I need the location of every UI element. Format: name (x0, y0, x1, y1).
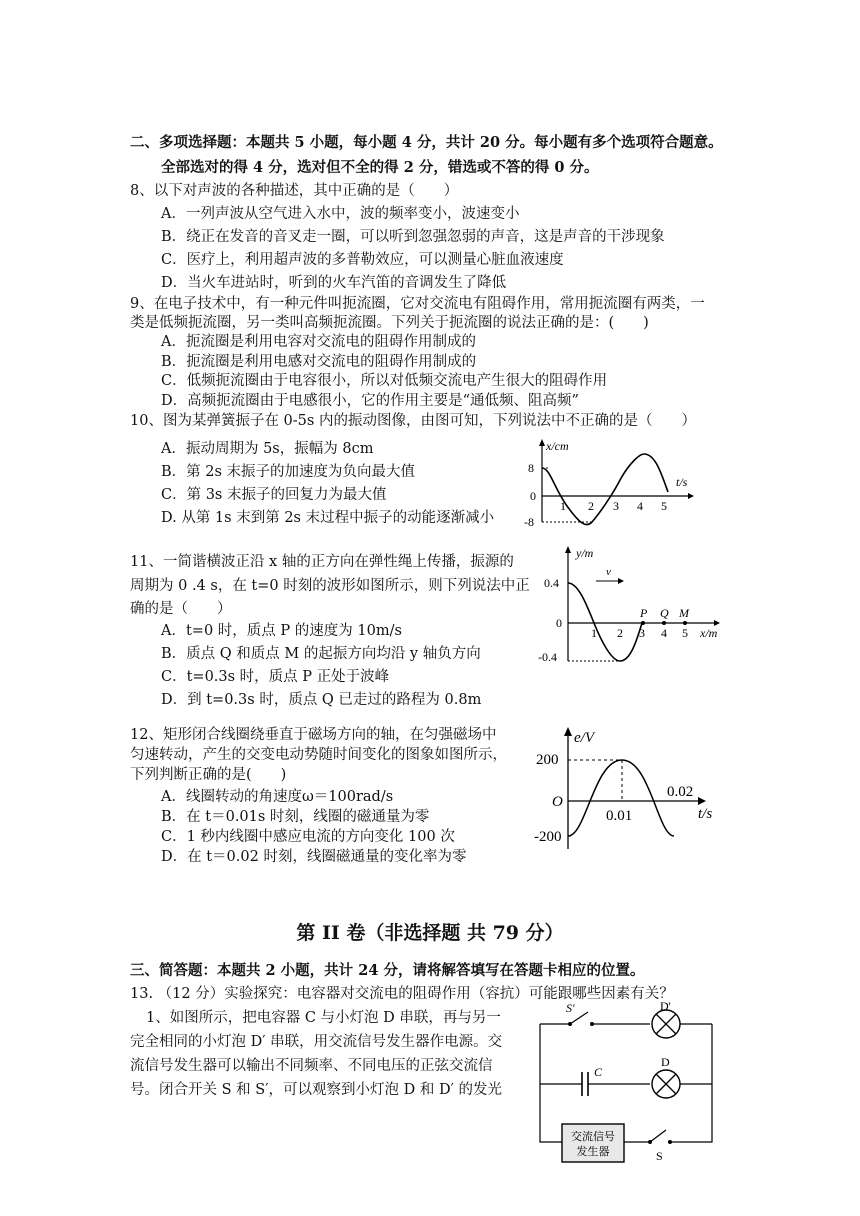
q13-s-prime-label: S' (566, 1002, 575, 1015)
q11-y-bottom: -0.4 (538, 650, 557, 664)
q10-y-top: 8 (528, 461, 534, 475)
q13-stem: 13. （12 分）实验探究：电容器对交流电的阻碍作用（容抗）可能跟哪些因素有关？ (130, 986, 674, 1002)
q9-option-a: A．扼流圈是利用电容对交流电的阻碍作用制成的 (161, 334, 476, 350)
q11-tick-3: 3 (639, 626, 645, 640)
q10-y-zero: 0 (530, 489, 536, 503)
q13-para-line4: 号。闭合开关 S 和 S′，可以观察到小灯泡 D 和 D′ 的发光 (130, 1082, 502, 1098)
q11-tick-2: 2 (617, 626, 623, 640)
q11-stem-line1: 11、一简谐横波正沿 x 轴的正方向在弹性绳上传播，振源的 (130, 554, 514, 570)
q13-generator-line2: 发生器 (576, 1146, 610, 1158)
q9-option-c: C．低频扼流圈由于电容很小，所以对低频交流电产生很大的阻碍作用 (161, 373, 608, 389)
q10-y-bottom: -8 (524, 515, 534, 528)
q12-y-zero: O (552, 794, 563, 810)
q10-option-c: C．第 3s 末振子的回复力为最大值 (161, 487, 387, 503)
q9-option-b: B．扼流圈是利用电感对交流电的阻碍作用制成的 (161, 354, 477, 370)
q10-tick-1: 1 (560, 499, 566, 513)
q11-point-p: P (640, 606, 648, 620)
q10-oscillation-graph (520, 436, 700, 528)
q8-option-c: C．医疗上，利用超声波的多普勒效应，可以测量心脏血液速度 (161, 252, 564, 268)
q10-option-a: A．振动周期为 5s，振幅为 8cm (161, 441, 374, 457)
q10-tick-4: 4 (637, 499, 643, 513)
q12-t1-label: 0.01 (606, 808, 633, 824)
q10-y-arrow (539, 439, 545, 446)
q12-option-b: B．在 t＝0.01s 时刻，线圈的磁通量为零 (161, 809, 430, 825)
q11-point-q: Q (660, 606, 669, 620)
q10-tick-5: 5 (661, 499, 667, 513)
q11-y-label: y/m (576, 546, 594, 560)
q12-t2-label: 0.02 (667, 784, 694, 800)
q12-stem-line2: 匀速转动，产生的交变电动势随时间变化的图象如图所示， (130, 747, 507, 763)
q11-tick-4: 4 (661, 626, 667, 640)
q10-option-b: B．第 2s 末振子的加速度为负向最大值 (161, 464, 416, 480)
q10-stem: 10、图为某弹簧振子在 0-5s 内的振动图像，由图可知，下列说法中不正确的是（ ） (130, 413, 696, 429)
q10-x-label: t/s (676, 475, 688, 489)
q12-option-d: D．在 t＝0.02 时刻，线圈磁通量的变化率为零 (161, 849, 467, 865)
q10-x-arrow (688, 493, 694, 499)
q12-x-label: t/s (698, 806, 713, 822)
q13-generator-line1: 交流信号 (571, 1131, 615, 1143)
q11-option-d: D．到 t=0.3s 时，质点 Q 已走过的路程为 0.8m (161, 692, 482, 708)
q11-y-zero: 0 (556, 616, 562, 630)
q8-stem: 8、以下对声波的各种描述，其中正确的是（ ） (130, 183, 459, 199)
q10-wave-curve (542, 454, 668, 525)
q10-y-label: x/cm (546, 439, 569, 453)
q13-para-line1: 1、如图所示，把电容器 C 与小灯泡 D 串联，再与另一 (146, 1010, 501, 1026)
q12-stem-line3: 下列判断正确的是( ) (130, 767, 287, 783)
q13-d-prime-label: D' (660, 1002, 671, 1013)
q9-option-d: D．高频扼流圈由于电感很小，它的作用主要是“通低频、阻高频” (161, 393, 579, 409)
q11-tick-5: 5 (682, 626, 688, 640)
q11-point-m: M (679, 606, 689, 620)
q13-circuit-diagram (530, 1002, 726, 1168)
q13-d-label: D (661, 1055, 670, 1069)
q12-emf-graph (534, 724, 724, 854)
q12-option-a: A．线圈转动的角速度ω＝100rad/s (161, 789, 394, 805)
part2-title: 第 II 卷（非选择题 共 79 分） (296, 922, 564, 944)
q12-option-c: C．1 秒内线圈中感应电流的方向变化 100 次 (161, 829, 455, 845)
q11-x-label: x/m (700, 626, 718, 640)
q9-stem-line2: 类是低频扼流圈，另一类叫高频扼流圈。下列关于扼流圈的说法正确的是：( ) (130, 315, 649, 331)
q11-option-c: C．t=0.3s 时，质点 P 正处于波峰 (161, 669, 390, 685)
q11-option-a: A．t=0 时，质点 P 的速度为 10m/s (161, 623, 402, 639)
q11-wave-graph (536, 545, 726, 665)
q11-stem-line3: 确的是（ ） (130, 601, 232, 617)
q11-v-label: v (606, 566, 611, 578)
q11-tick-1: 1 (591, 626, 597, 640)
section2-heading-line2: 全部选对的得 4 分，选对但不全的得 2 分，错选或不答的得 0 分。 (161, 159, 599, 176)
q13-c-label: C (594, 1065, 603, 1079)
q10-option-d: D. 从第 1s 末到第 2s 末过程中振子的动能逐渐减小 (161, 510, 495, 526)
q12-stem-line1: 12、矩形闭合线圈绕垂直于磁场方向的轴，在匀强磁场中 (130, 727, 497, 743)
q12-y-bottom: -200 (534, 829, 562, 845)
q10-tick-2: 2 (588, 499, 594, 513)
q11-wave-curve (568, 583, 642, 661)
q8-option-b: B．绕正在发音的音叉走一圈，可以听到忽强忽弱的声音，这是声音的干涉现象 (161, 229, 665, 245)
q13-para-line3: 流信号发生器可以输出不同频率、不同电压的正弦交流信 (130, 1058, 493, 1074)
q12-emf-curve (568, 760, 674, 836)
section2-heading-line1: 二、多项选择题：本题共 5 小题，每小题 4 分，共计 20 分。每小题有多个选项符合题意。 (130, 134, 723, 151)
section3-heading: 三、简答题：本题共 2 小题，共计 24 分，请将解答填写在答题卡相应的位置。 (130, 962, 645, 979)
q13-para-line2: 完全相同的小灯泡 D′ 串联，用交流信号发生器作电源。交 (130, 1034, 503, 1050)
q9-stem-line1: 9、在电子技术中，有一种元件叫扼流圈，它对交流电有阻碍作用，常用扼流圈有两类，一 (130, 296, 705, 312)
q11-option-b: B．质点 Q 和质点 M 的起振方向均沿 y 轴负方向 (161, 646, 481, 662)
q8-option-d: D．当火车进站时，听到的火车汽笛的音调发生了降低 (161, 275, 507, 291)
q11-y-top: 0.4 (544, 576, 559, 590)
q12-y-top: 200 (536, 752, 559, 768)
q13-s-label: S (656, 1149, 663, 1163)
q12-y-label: e/V (574, 730, 594, 746)
q10-tick-3: 3 (613, 499, 619, 513)
q8-option-a: A．一列声波从空气进入水中，波的频率变小，波速变小 (161, 206, 520, 222)
q13-switch-s (650, 1130, 666, 1142)
q11-stem-line2: 周期为 0 .4 s，在 t=0 时刻的波形如图所示，则下列说法中正 (130, 578, 530, 594)
